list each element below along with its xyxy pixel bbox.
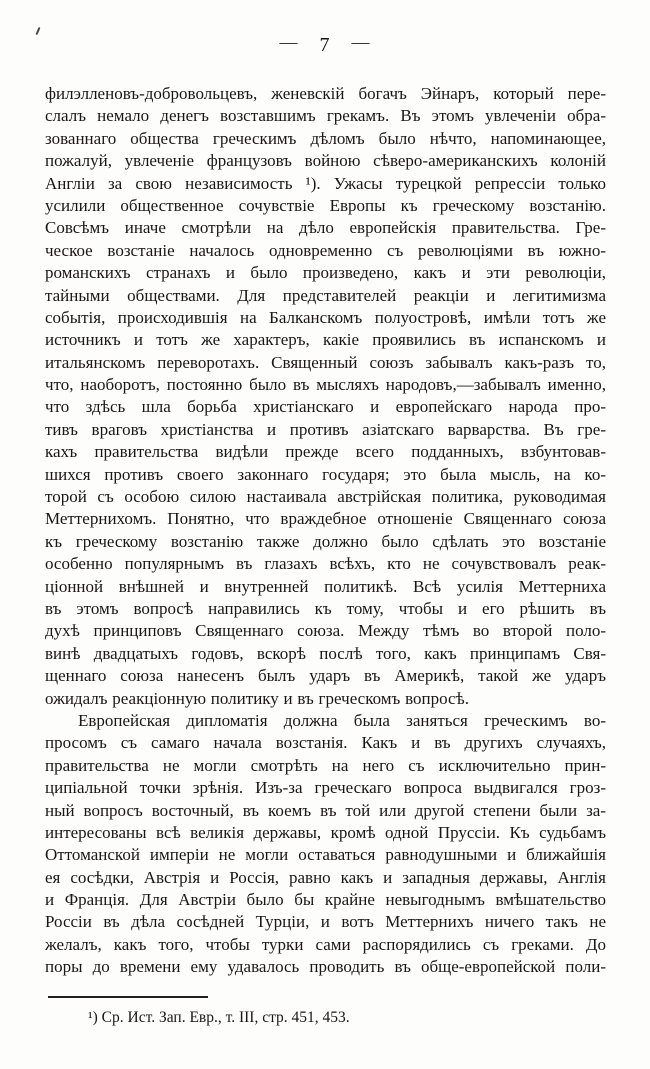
text-line: итальянскомъ переворотахъ. Священный союзъ забывалъ какъ-разъ то,	[45, 352, 606, 372]
text-line: филэлленовъ-добровольцевъ, женевскій богачъ Эйнаръ, который пере-	[45, 84, 606, 103]
text-line: тивъ враговъ христіанства и противъ азіатскаго варварства. Въ гре-	[45, 419, 606, 439]
text-line: ея сосѣдки, Австрія и Россія, равно какъ и западныя державы, Англія	[45, 867, 606, 887]
text-line: Россіи въ дѣла сосѣдней Турціи, и вотъ Меттернихъ ничего такъ не	[45, 912, 606, 932]
header-left-dash: —	[279, 32, 299, 52]
text-line: ожидалъ реакціонную политику и въ греческомъ вопросѣ.	[45, 688, 470, 708]
text-line: ціонной внѣшней и внутренней политикѣ. Всѣ усилія Меттерниха	[45, 576, 606, 596]
text-line: источникъ и тотъ же характеръ, какіе проявились въ испанскомъ и	[45, 330, 606, 350]
text-line: просомъ съ самаго начала возстанія. Какъ и въ другихъ случаяхъ,	[45, 733, 606, 753]
text-line: желалъ, какъ того, чтобы турки сами распорядились съ греками. До	[45, 934, 606, 954]
text-line: щеннаго союза нанесенъ былъ ударъ въ Америкѣ, такой же ударъ	[45, 666, 606, 686]
text-line: особенно популярнымъ въ глазахъ всѣхъ, кто не сочувствовалъ реак-	[45, 554, 606, 574]
text-line: событія, происходившія на Балканскомъ полуостровѣ, имѣли тотъ же	[45, 307, 606, 327]
text-line: тайными обществами. Для представителей реакціи и легитимизма	[45, 285, 606, 305]
text-line: Совсѣмъ иначе смотрѣли на дѣло европейскія правительства. Гре-	[45, 218, 606, 238]
text-line: усилили общественное сочувствіе Европы къ греческому возстанію.	[45, 195, 606, 215]
text-line: Оттоманской имперіи не могли оставаться равнодушными и ближайшія	[45, 845, 606, 865]
text-line: пожалуй, увлеченіе французовъ войною сѣверо-американскихъ колоній	[45, 151, 606, 171]
text-line: поры до времени ему удавалось проводить въ обще-европейской поли-	[45, 957, 606, 977]
text-line: слалъ немало денегъ возставшимъ грекамъ. Въ этомъ увлеченіи обра-	[45, 106, 606, 126]
text-line: духѣ принциповъ Священнаго союза. Между тѣмъ во второй поло-	[45, 621, 606, 641]
header-right-dash: —	[351, 32, 371, 52]
text-line: что здѣсь шла борьба христіанскаго и европейскаго народа про-	[45, 397, 606, 417]
text-line: что, наоборотъ, постоянно было въ мысляхъ народовъ,—забывалъ именно,	[45, 375, 606, 395]
text-line: ческое возстаніе началось одновременно съ революціями въ южно-	[45, 240, 606, 260]
page-header	[0, 34, 650, 57]
page-number: 7	[319, 34, 331, 56]
text-line: и Франція. Для Австріи было бы крайне невыгоднымъ вмѣшательство	[45, 890, 606, 910]
text-line: кахъ правительства видѣли прежде всего подданныхъ, взбунтовав-	[45, 442, 606, 462]
text-line: Англіи за свою независимость ¹). Ужасы турецкой репрессіи только	[45, 173, 606, 193]
text-line: шихся противъ своего законнаго государя; это была мысль, на ко-	[45, 464, 606, 484]
text-block	[45, 83, 606, 979]
footnote: ¹) Ср. Ист. Зап. Евр., т. III, стр. 451, 453.	[88, 1009, 350, 1026]
text-line: винѣ двадцатыхъ годовъ, вскорѣ послѣ того, какъ принципамъ Свя-	[45, 643, 606, 663]
text-line: правительства не могли смотрѣть на него съ исключительно прин-	[45, 755, 606, 775]
text-line: Меттернихомъ. Понятно, что враждебное отношеніе Священнаго союза	[45, 509, 606, 529]
text-line: романскихъ странахъ и было произведено, какъ и эти революціи,	[45, 263, 606, 283]
text-line: зованнаго общества греческимъ дѣломъ было нѣчто, напоминающее,	[45, 128, 606, 148]
text-line: ципіальной точки зрѣнія. Изъ-за греческаго вопроса выдвигался гроз-	[45, 778, 606, 798]
text-line: Европейская дипломатія должна была заняться греческимъ во-	[78, 710, 606, 730]
text-line: ный вопросъ восточный, въ коемъ въ той или другой степени были за-	[45, 800, 606, 820]
text-line: интересованы всѣ великія державы, кромѣ одной Пруссіи. Къ судьбамъ	[45, 822, 606, 842]
text-line: къ греческому возстанію также должно было сдѣлать это возстаніе	[45, 531, 606, 551]
text-line: торой съ особою силою настаивала австрійская политика, руководимая	[45, 487, 606, 507]
text-line: въ этомъ вопросѣ направились къ тому, чтобы и его рѣшить въ	[45, 598, 606, 618]
footnote-divider	[48, 996, 208, 998]
